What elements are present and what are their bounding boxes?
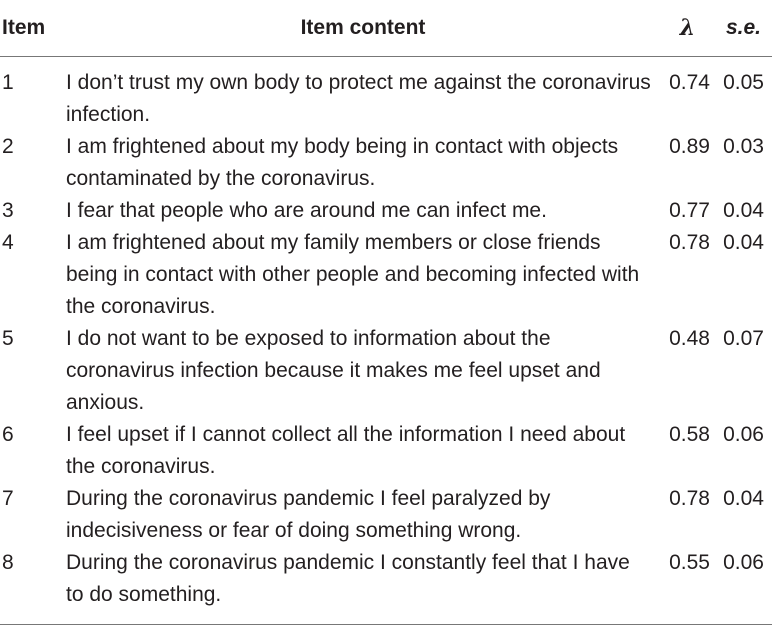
item-content: During the coronavirus pandemic I constantly feel that I have to do something. — [66, 547, 660, 625]
lambda-value: 0.78 — [669, 487, 710, 510]
item-number: 3 — [2, 199, 14, 222]
table-row — [0, 57, 772, 132]
item-content: I feel upset if I cannot collect all the information I need about the coronavirus. — [66, 423, 626, 478]
header-item: Item — [0, 0, 66, 57]
header-row — [0, 0, 772, 57]
item-number: 6 — [2, 423, 14, 446]
item-number: 4 — [2, 231, 14, 254]
lambda-value: 0.78 — [669, 231, 710, 254]
lambda-value: 0.58 — [669, 423, 710, 446]
se-value: 0.04 — [723, 231, 764, 254]
table-row — [0, 547, 772, 625]
item-number: 8 — [0, 547, 66, 625]
header-lambda: λ — [660, 0, 715, 57]
item-number: 2 — [2, 135, 14, 158]
se-value: 0.06 — [715, 547, 772, 625]
lambda-value: 0.89 — [669, 135, 710, 158]
se-value: 0.04 — [723, 487, 764, 510]
item-number: 7 — [2, 487, 14, 510]
lambda-value: 0.77 — [669, 199, 710, 222]
table-row — [0, 227, 772, 323]
item-content: I don’t trust my own body to protect me against the coronavirus infection. — [66, 71, 651, 126]
table-body — [0, 57, 772, 625]
lambda-value: 0.74 — [669, 71, 710, 94]
item-content: I fear that people who are around me can infect me. — [66, 199, 547, 222]
table-row — [0, 195, 772, 227]
table-header — [0, 0, 772, 57]
item-content: I am frightened about my family members or close friends being in contact with other people and becoming infected with the coronavirus. — [66, 231, 640, 318]
lambda-value: 0.55 — [660, 547, 715, 625]
item-number: 5 — [2, 327, 14, 350]
se-value: 0.03 — [723, 135, 764, 158]
se-value: 0.04 — [723, 199, 764, 222]
item-number: 1 — [2, 71, 14, 94]
se-value: 0.06 — [723, 423, 764, 446]
item-content: I am frightened about my body being in contact with objects contaminated by the coronavirus. — [66, 135, 619, 190]
item-content: I do not want to be exposed to information about the coronavirus infection because it makes me feel upset and anxious. — [66, 327, 601, 414]
se-value: 0.07 — [723, 327, 764, 350]
table-row — [0, 131, 772, 195]
lambda-value: 0.48 — [669, 327, 710, 350]
table-row — [0, 483, 772, 547]
header-standard-error: s.e. — [715, 0, 772, 57]
se-value: 0.05 — [723, 71, 764, 94]
header-item-content: Item content — [66, 0, 660, 57]
table-row — [0, 323, 772, 419]
table-row — [0, 419, 772, 483]
item-content: During the coronavirus pandemic I feel paralyzed by indecisiveness or fear of doing something wrong. — [66, 487, 551, 542]
